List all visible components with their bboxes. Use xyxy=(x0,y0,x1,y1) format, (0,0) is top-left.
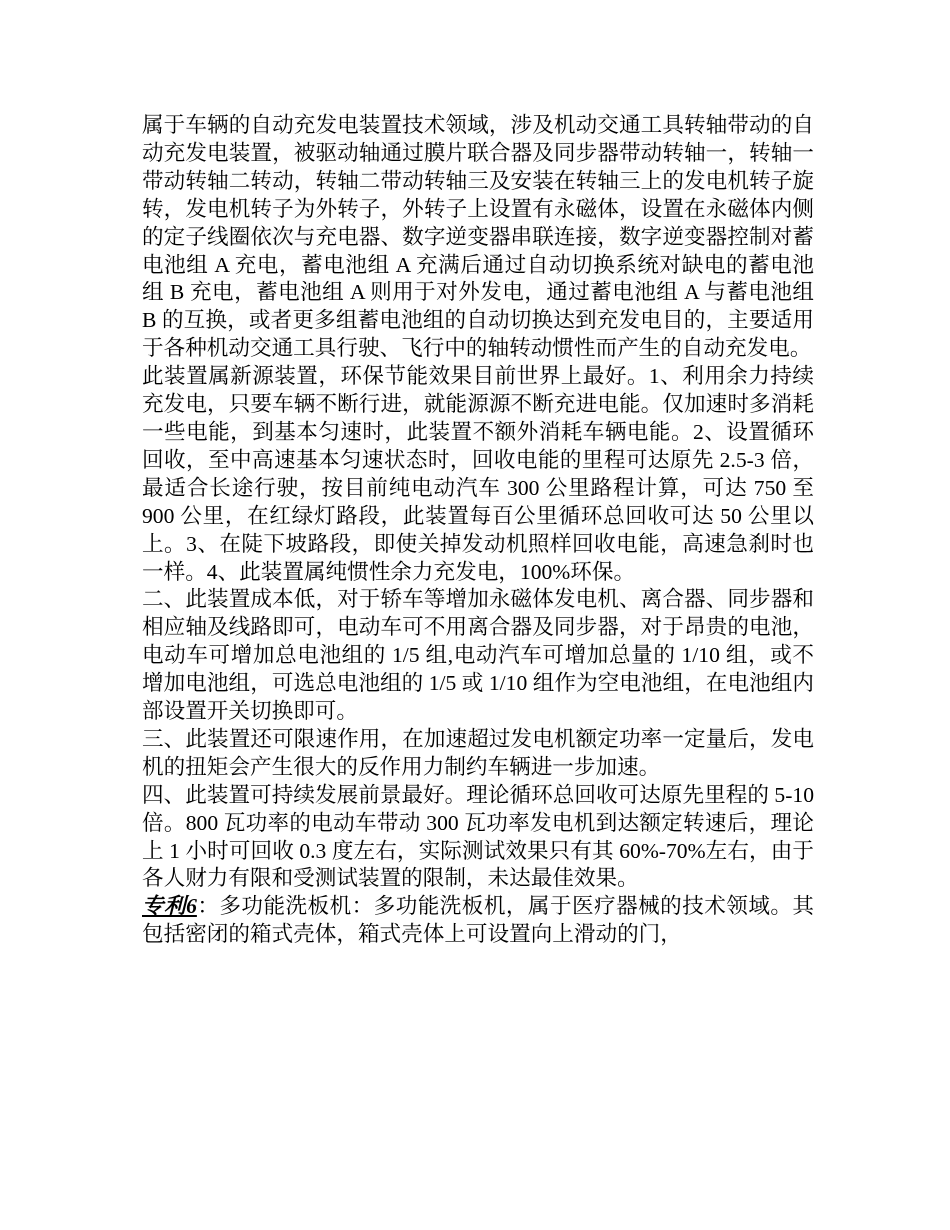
paragraph-prospects: 四、此装置可持续发展前景最好。理论循环总回收可达原先里程的 5-10 倍。800 瓦功率的电动车带动 300 瓦功率发电机到达额定转速后，理论上 1 小时可回收 0.3 度左右，实际测试效果只有其 60%-70%左右，由于各人财力有限和受测试装置的限制，未达最佳效果。 xyxy=(142,782,814,891)
document-page xyxy=(142,112,814,949)
paragraph-advantages: 此装置属新源装置，环保节能效果目前世界上最好。1、利用余力持续充发电，只要车辆不断行进，就能源源不断充进电能。仅加速时多消耗一些电能，到基本匀速时，此装置不额外消耗车辆电能。2、设置循环回收，至中高速基本匀速状态时，回收电能的里程可达原先 2.5-3 倍，最适合长途行驶，按目前纯电动汽车 300 公里路程计算，可达 750 至 900 公里，在红绿灯路段，此装置每百公里循环总回收可达 50 公里以上。3、在陡下坡路段，即使关掉发动机照样回收电能，高速急刹时也一样。4、此装置属纯惯性余力充发电，100%环保。 xyxy=(142,364,814,584)
patent-label: 专利6 xyxy=(142,894,197,919)
paragraph-patent-6 xyxy=(142,893,814,949)
paragraph-speed-limit: 三、此装置还可限速作用，在加速超过发电机额定功率一定量后，发电机的扭矩会产生很大的反作用力制约车辆进一步加速。 xyxy=(142,726,814,779)
paragraph-low-cost: 二、此装置成本低，对于轿车等增加永磁体发电机、离合器、同步器和相应轴及线路即可，电动车可不用离合器及同步器，对于昂贵的电池，电动车可增加总电池组的 1/5 组,电动汽车可增加总量的 1/10 组，或不增加电池组，可选总电池组的 1/5 或 1/10 组作为空电池组，在电池组内部设置开关切换即可。 xyxy=(142,587,814,724)
patent-text: ：多功能洗板机：多功能洗板机，属于医疗器械的技术领域。其包括密闭的箱式壳体，箱式壳体上可设置向上滑动的门， xyxy=(142,894,814,947)
paragraph-device-description: 属于车辆的自动充发电装置技术领域，涉及机动交通工具转轴带动的自动充发电装置，被驱动轴通过膜片联合器及同步器带动转轴一，转轴一带动转轴二转动，转轴二带动转轴三及安装在转轴三上的发电机转子旋转，发电机转子为外转子，外转子上设置有永磁体，设置在永磁体内侧的定子线圈依次与充电器、数字逆变器串联连接，数字逆变器控制对蓄电池组 A 充电，蓄电池组 A 充满后通过自动切换系统对缺电的蓄电池组 B 充电，蓄电池组 A 则用于对外发电，通过蓄电池组 A 与蓄电池组 B 的互换，或者更多组蓄电池组的自动切换达到充发电目的，主要适用于各种机动交通工具行驶、飞行中的轴转动惯性而产生的自动充发电。 xyxy=(142,113,814,361)
